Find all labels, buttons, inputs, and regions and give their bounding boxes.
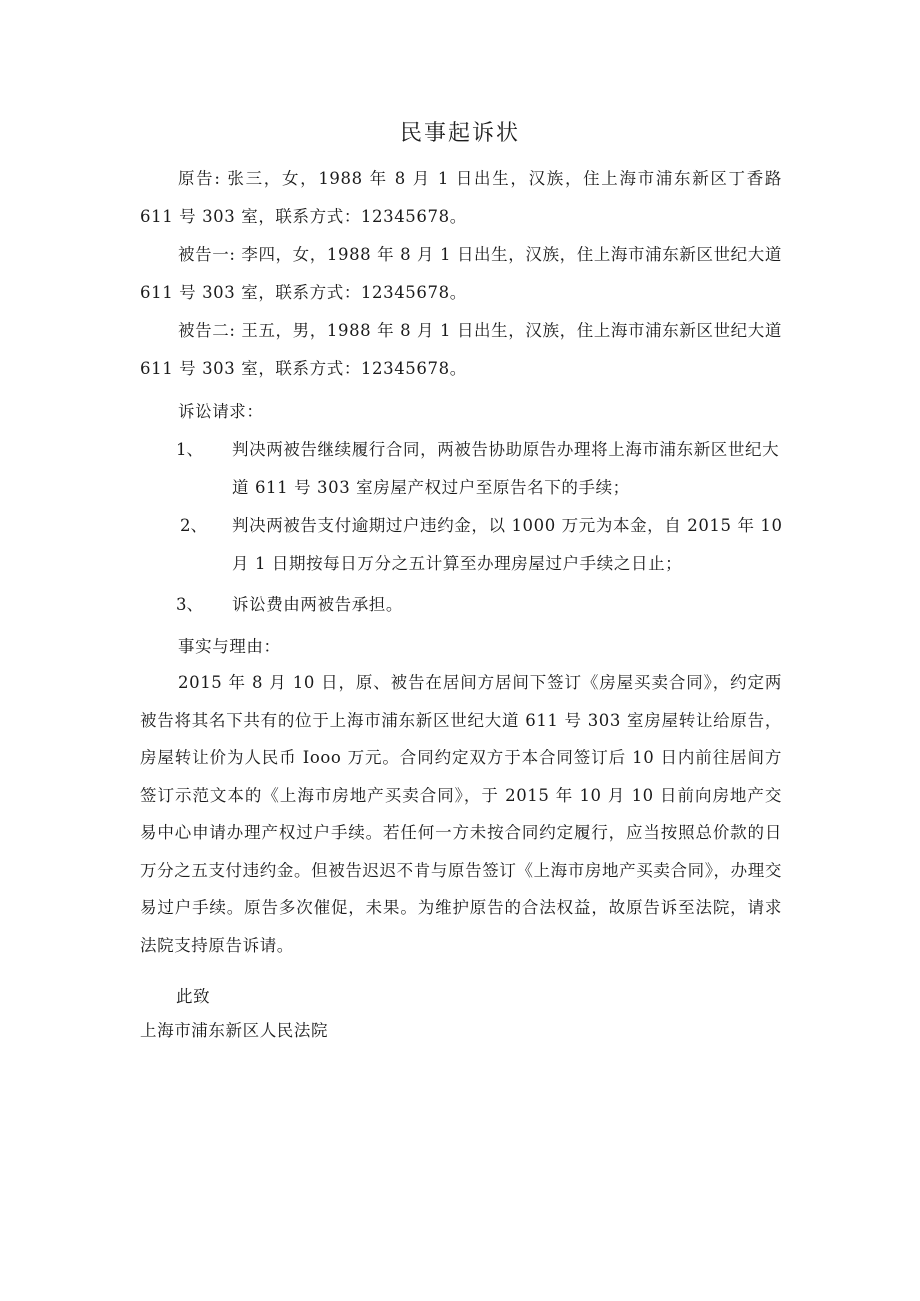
claim-number: 3、 <box>176 595 203 614</box>
plaintiff-paragraph: 原告: 张三，女，1988 年 8 月 1 日出生，汉族，住上海市浦东新区丁香路 611 号 303 室，联系方式：12345678。 <box>140 169 782 226</box>
claim-number: 1、 <box>176 440 203 459</box>
claim-text: 判决两被告支付逾期过户违约金，以 1000 万元为本金，自 2015 年 10 月 1 日期按每日万分之五计算至办理房屋过户手续之日止； <box>232 516 783 573</box>
court-name: 上海市浦东新区人民法院 <box>140 1021 329 1040</box>
claim-text: 判决两被告继续履行合同，两被告协助原告办理将上海市浦东新区世纪大道 611 号 303 室房屋产权过户至原告名下的手续； <box>232 440 780 497</box>
claim-number: 2、 <box>180 516 207 535</box>
closing-salutation: 此致 <box>176 987 211 1006</box>
facts-heading: 事实与理由： <box>178 637 281 656</box>
claim-text: 诉讼费由两被告承担。 <box>232 595 403 614</box>
facts-paragraph: 2015 年 8 月 10 日，原、被告在居间方居间下签订《房屋买卖合同》，约定两被告将其名下共有的位于上海市浦东新区世纪大道 611 号 303 室房屋转让给原告，房屋转让价为人民币 Iooo 万元。合同约定双方于本合同签订后 10 日内前往居间方签订示范文本的《上海市房地产买卖合同》，于 2015 年 10 月 10 日前向房地产交易中心申请办理产权过户手续。若任何一方未按合同约定履行，应当按照总价款的日万分之五支付违约金。但被告迟迟不肯与原告签订《上海市房地产买卖合同》，办理交易过户手续。原告多次催促，未果。为维护原告的合法权益，故原告诉至法院，请求法院支持原告诉请。 <box>140 673 782 955</box>
document-title: 民事起诉状 <box>399 121 520 146</box>
claims-heading: 诉讼请求： <box>178 402 264 421</box>
defendant-one-paragraph: 被告一: 李四，女，1988 年 8 月 1 日出生，汉族，住上海市浦东新区世纪大道 611 号 303 室，联系方式：12345678。 <box>140 245 782 302</box>
defendant-two-paragraph: 被告二: 王五，男，1988 年 8 月 1 日出生，汉族，住上海市浦东新区世纪大道 611 号 303 室，联系方式：12345678。 <box>140 321 782 378</box>
